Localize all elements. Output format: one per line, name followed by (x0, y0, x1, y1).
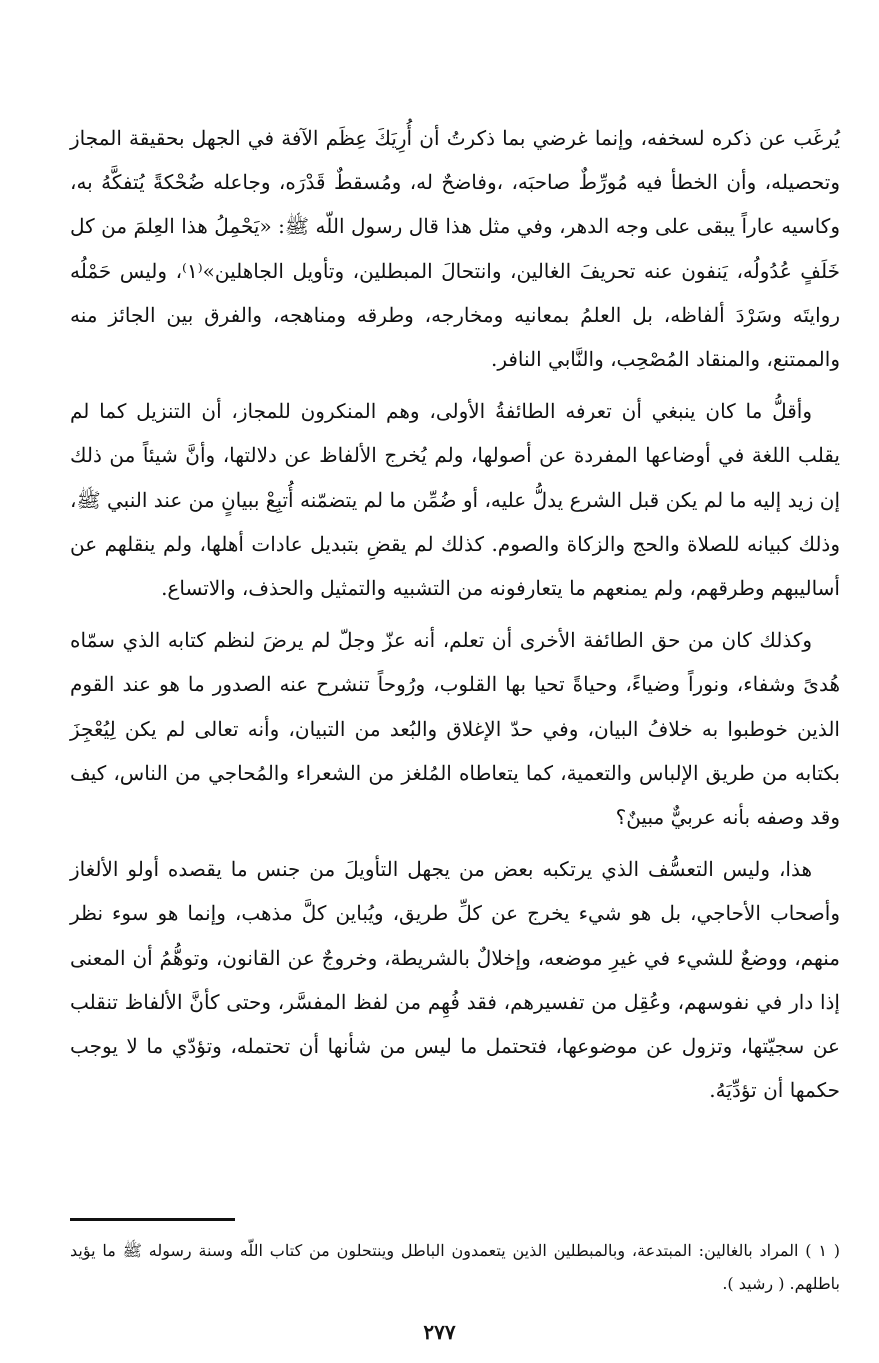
main-text (70, 116, 840, 1120)
paragraph-4: هذا، وليس التعسُّف الذي يرتكبه بعض من يجهل التأويلَ من جنس ما يقصده أولو الألغاز وأصحاب الأحاجي، بل هو شيء يخرج عن كلِّ طريق، ويُباين كلَّ مذهب، وإنما هو سوء نظر منهم، ووضعٌ للشيء في غيرِ موضعه، وإخلالٌ بالشريطة، وخروجٌ عن القانون، وتوهُّمُ أن المعنى إذا دار في نفوسهم، وعُقِل من تفسيرهم، فقد فُهِم من لفظ المفسَّر، وحتى كأنَّ الألفاظ تنقلب عن سجيّتها، وتزول عن موضوعها، فتحتمل ما ليس من شأنها أن تحتمله، وتؤدّي ما لا يوجب حكمها أن تؤدِّيَهُ. (70, 857, 840, 1103)
paragraph-3: وكذلك كان من حق الطائفة الأخرى أن تعلم، أنه عزّ وجلّ لم يرضَ لنظم كتابه الذي سمّاه هُدىً وشفاء، ونوراً وضياءً، وحياةً تحيا بها القلوب، ورُوحاً تنشرح عنه الصدور ما هو عند القوم الذين خوطبوا به خلافُ البيان، وفي حدّ الإغلاق والبُعد من التبيان، وأنه تعالى لم يكن لِيُعْجِزَ بكتابه من طريق الإلباس والتعمية، كما يتعاطاه المُلغز من الشعراء والمُحاجي من الناس، كيف وقد وصفه بأنه عربيٌّ مبينٌ؟ (70, 628, 840, 830)
page-number: ٢٧٧ (423, 1320, 456, 1344)
footnote-divider (70, 1218, 235, 1221)
footnotes (70, 1234, 840, 1300)
footnote-1: ( ١ ) المراد بالغالين: المبتدعة، وبالمبطلين الذين يتعمدون الباطل وينتحلون من كتاب اللّه وسنة رسوله ﷺ ما يؤيد باطلهم. ( رشيد ). (70, 1241, 841, 1293)
paragraph-2: وأقلُّ ما كان ينبغي أن تعرفه الطائفةُ الأولى، وهم المنكرون للمجاز، أن التنزيل كما لم يقلب اللغة في أوضاعها المفردة عن أصولها، ولم يُخرج الألفاظ عن دلالتها، وأنَّ شيئاً من ذلك إن زيد إليه ما لم يكن قبل الشرع يدلُّ عليه، أو ضُمِّن ما لم يتضمّنه أُتبِعْ ببيانٍ من عند النبي ﷺ، وذلك كبيانه للصلاة والحج والزكاة والصوم. كذلك لم يقضِ بتبديل عادات أهلها، ولم ينقلهم عن أساليبهم وطرقهم، ولم يمنعهم ما يتعارفونه من التشبيه والتمثيل والحذف، والاتساع. (70, 399, 840, 601)
paragraph-1: يُرغَب عن ذكره لسخفه، وإنما غرضي بما ذكرتُ أن أُرِيَكَ عِظَم الآفة في الجهل بحقيقة المجاز وتحصيله، وأن الخطأ فيه مُورِّطٌ صاحبَه، ،وفاضحٌ له، ومُسقطٌ قَدْرَه، وجاعله ضُحْكةً يُتفكَّهُ به، وكاسيه عاراً يبقى على وجه الدهر، وفي مثل هذا قال رسول اللّه ﷺ: «يَحْمِلُ هذا العِلمَ من كل خَلَفٍ عُدُولُه، يَنفون عنه تحريفَ الغالين، وانتحالَ المبطلين، وتأويل الجاهلين»⁽١⁾، وليس حَمْلُه روايتَه وسَرْدَ ألفاظه، بل العلمُ بمعانيه ومخارجه، وطرقه ومناهجه، والفرق بين الجائز منه والممتنع، والمنقاد المُصْحِب، والنَّابي النافر. (70, 126, 840, 372)
